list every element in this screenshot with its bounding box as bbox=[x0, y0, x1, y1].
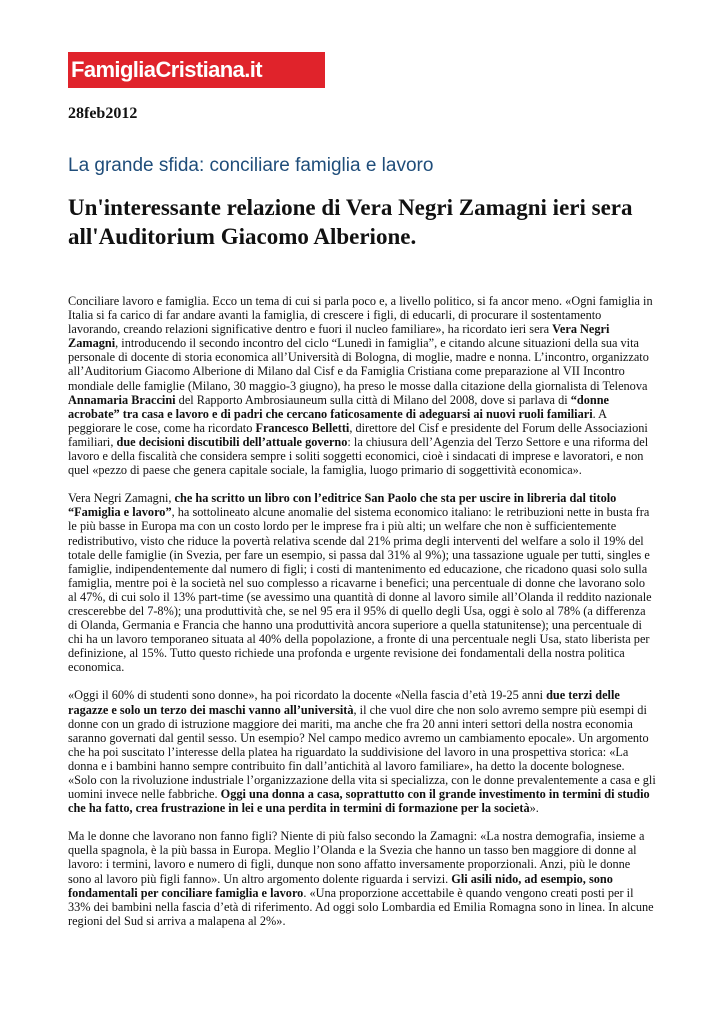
text-run: : la chiusura dell’Agenzia del Terzo Settore e una riforma del lavoro e della fiscalità che considera sempre i soliti soggetti economici, cioè i sindacati di imprese e lavoratori, e non quel «pezzo di paese che genera capitale sociale, la famiglia, luogo primario di soggettività economica». bbox=[68, 434, 649, 478]
text-run: , introducendo il secondo incontro del ciclo “Lunedì in famiglia”, e citando alcune situazioni della sua vita personale di docente di storia economica all’Università di Bologna, di moglie, madre e nonna. L’incontro, organizzato all’Auditorium Giacomo Alberione di Milano dal Cisf e da Famiglia Cristiana come preparazione al VII Incontro mondiale delle famiglie (Milano, 30 maggio-3 giugno), ha preso le mosse dalla citazione della giornalista di Telenova bbox=[68, 336, 649, 393]
text-run: del Rapporto Ambrosiauneum sulla città di Milano del 2008, dove si parlava di bbox=[175, 392, 571, 407]
text-run: , ha sottolineato alcune anomalie del sistema economico italiano: le retribuzioni nette in busta fra le più basse in Europa ma con un costo lordo per le imprese fra i più alti; un welfare che non è sufficientemente redistributivo, visto che riduce la povertà relativa scende dal 21% prima degli interventi del welfare a solo il 19% del totale delle famiglie (in Svezia, per fare un esempio, si passa dal 31% al 9%); una tassazione uguale per tutti, singles e famiglie, indipendentemente dal numero di figli; i costi di mantenimento ed educazione, che ricadono quasi solo sulla famiglia, mentre poi è la società nel suo complesso a ricavarne i benefici; una percentuale di donne che lavorano solo al 47%, di cui solo il 13% part-time (se avessimo una quantità di donne al lavoro simile all’Olanda il reddito nazionale crescerebbe del 7-8%); una produttività che, se nel 95 era il 95% di quello degli Usa, oggi è solo al 78% (a differenza di Olanda, Germania e Francia che hanno una produttività ancora superiore a quella statunitense); una percentuale di chi ha un lavoro temporaneo situata al 40% della popolazione, a fronte di una percentuale negli Usa, stato liberista per definizione, al 15%. Tutto questo richiede una profonda e urgente revisione dei fondamentali della nostra politica economica. bbox=[68, 505, 652, 675]
text-run: Conciliare lavoro e famiglia. Ecco un tema di cui si parla poco e, a livello politico, si fa ancor meno. «Ogni famiglia in Italia si fa carico di far andare avanti la famiglia, di crescere i figli, di educarli, di procurare il sostentamento lavorando, creando relazioni significative dentro e fuori il nucleo familiare», ha ricordato ieri sera bbox=[68, 294, 653, 337]
bold-run: che ha scritto un libro con l’editrice San Paolo che sta per uscire in libreria dal titolo “Famiglia e lavoro” bbox=[68, 491, 617, 520]
bold-run: due terzi delle ragazze e solo un terzo dei maschi vanno all’università bbox=[68, 688, 620, 717]
article-body bbox=[68, 294, 656, 942]
text-run: «Oggi il 60% di studenti sono donne», ha poi ricordato la docente «Nella fascia d’età 19-25 anni bbox=[68, 688, 547, 703]
paragraph-4 bbox=[68, 829, 656, 928]
text-run: . «Una proporzione accettabile è quando vengono creati posti per il 33% dei bambini nella fascia d’età di riferimento. Ad oggi solo Lombardia ed Emilia Romagna sono in linea. In alcune regioni del Sud si arriva a malapena al 2%». bbox=[68, 885, 654, 928]
paragraph-1 bbox=[68, 294, 656, 477]
article-date: 28feb2012 bbox=[68, 105, 138, 122]
bold-run: Gli asili nido, ad esempio, sono fondamentali per conciliare famiglia e lavoro bbox=[68, 871, 613, 900]
section-title: La grande sfida: conciliare famiglia e lavoro bbox=[68, 155, 434, 176]
text-run: . A peggiorare le cose, come ha ricordato bbox=[68, 406, 607, 435]
text-run: , il che vuol dire che non solo avremo sempre più esempi di donne con un grado di istruzione maggiore dei mariti, ma anche che fra 20 anni interi settori della nostra economia saranno governati dal gentil sesso. Un esempio? Nel campo medico avremo un cambiamento epocale». Un argomento che ha poi suscitato l’interesse della platea ha riguardato la suddivisione del lavoro in una prospettiva storica: «La donna e i bambini hanno sempre contribuito fin dall’antichità al lavoro familiare», ha detto la docente bolognese. «Solo con la rivoluzione industriale l’organizzazione della vita si specializza, con le donne prevalentemente a casa e gli uomini invece nelle fabbriche. bbox=[68, 702, 656, 802]
bold-run: due decisioni discutibili dell’attuale governo bbox=[116, 434, 348, 449]
bold-run: Vera Negri Zamagni bbox=[68, 322, 610, 351]
site-logo[interactable]: FamigliaCristiana.it bbox=[68, 52, 325, 88]
text-run: , direttore del Cisf e presidente del Forum delle Associazioni familiari, bbox=[68, 420, 648, 449]
paragraph-2 bbox=[68, 491, 656, 674]
text-run: ». bbox=[529, 801, 539, 816]
text-run: Vera Negri Zamagni, bbox=[68, 491, 175, 506]
bold-run: Oggi una donna a casa, soprattutto con il grande investimento in termini di studio che ha fatto, crea frustrazione in lei e una perdita in termini di formazione per la società bbox=[68, 787, 650, 816]
paragraph-3 bbox=[68, 688, 656, 815]
bold-run: “donne acrobate” tra casa e lavoro e di padri che cercano faticosamente di adeguarsi ai nuovi ruoli familiari bbox=[68, 392, 610, 421]
article-headline: Un'interessante relazione di Vera Negri Zamagni ieri sera all'Auditorium Giacomo Alberione. bbox=[68, 195, 633, 249]
bold-run: Annamaria Braccini bbox=[68, 392, 176, 407]
text-run: Ma le donne che lavorano non fanno figli? Niente di più falso secondo la Zamagni: «La nostra demografia, insieme a quella spagnola, è la più bassa in Europa. Meglio l’Olanda e la Svezia che hanno un tasso ben maggiore di donne al lavoro: i termini, lavoro e numero di figli, dunque non sono affatto inversamente proporzionali. Anzi, più le donne sono al lavoro più figli fanno». Un altro argomento dolente riguarda i servizi. bbox=[68, 829, 645, 886]
bold-run: Francesco Belletti bbox=[255, 420, 350, 435]
